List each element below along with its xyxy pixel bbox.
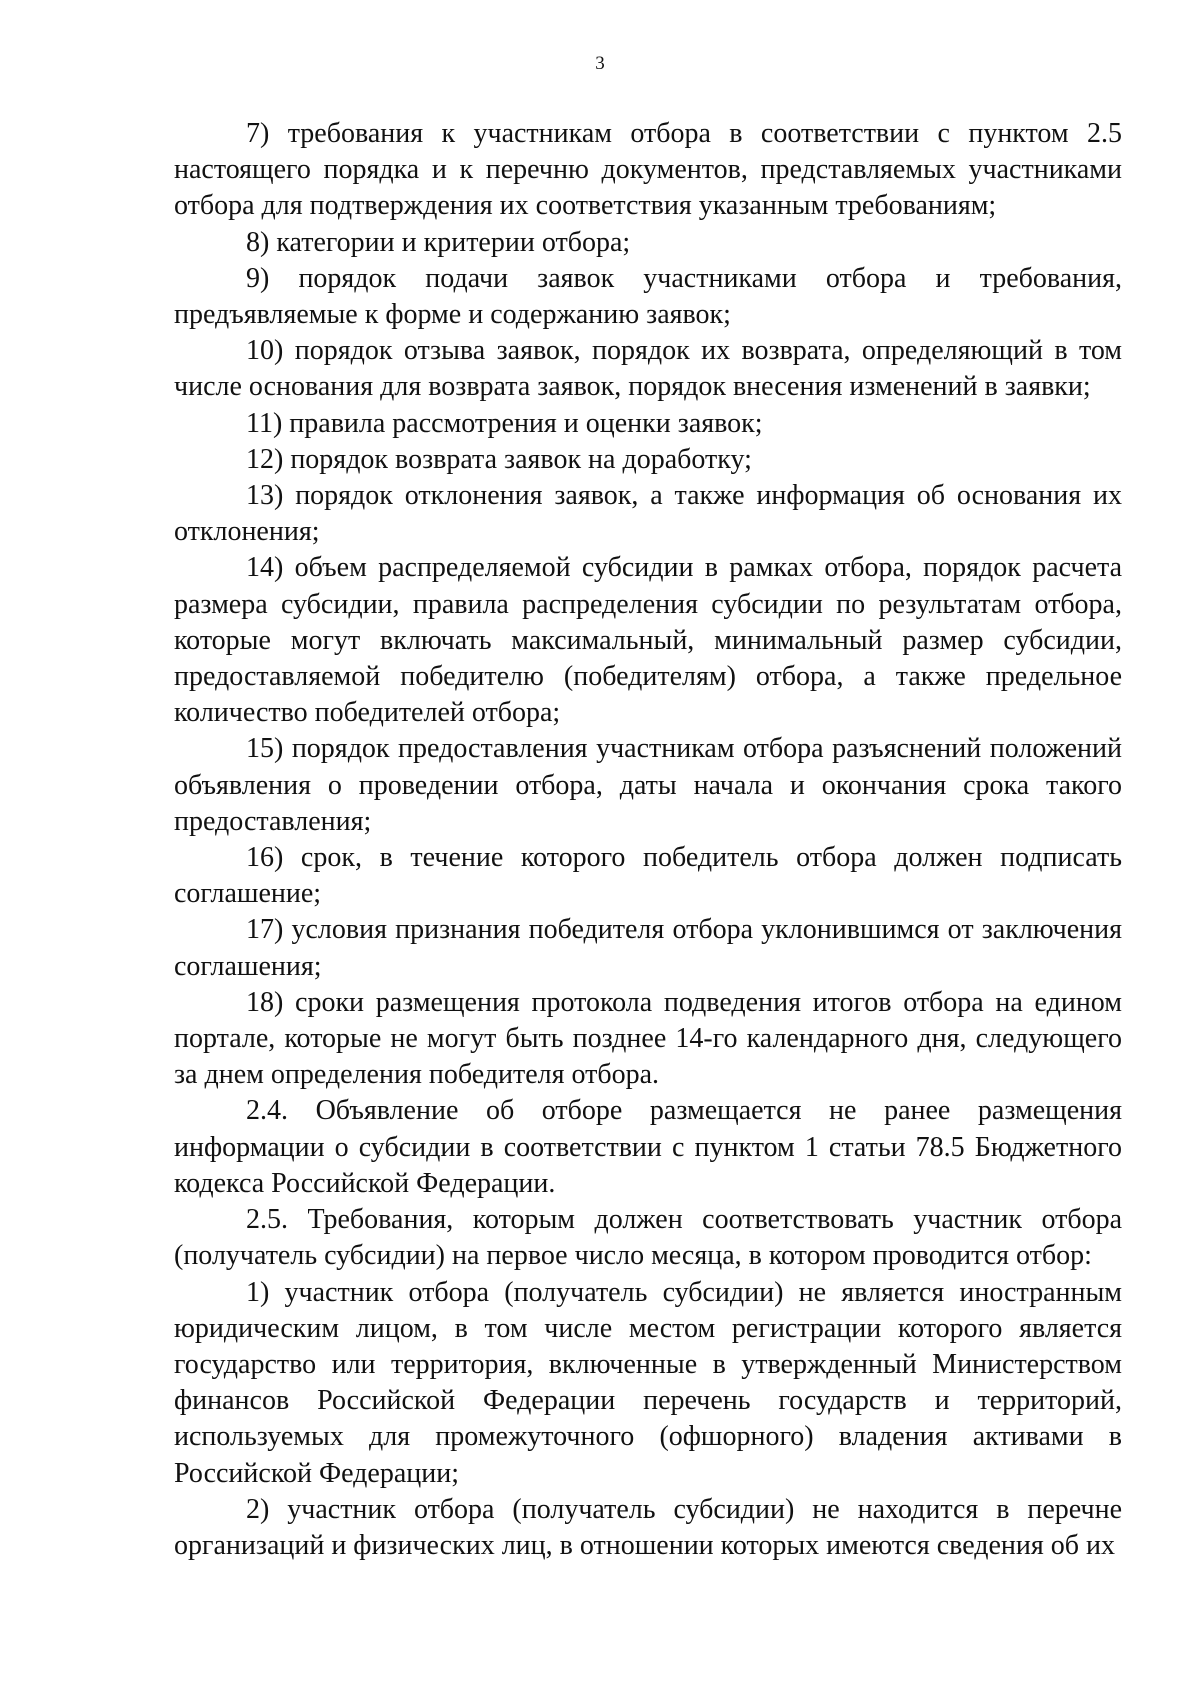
paragraph-item-17: 17) условия признания победителя отбора уклонившимся от заключения соглашения; [174,914,1122,982]
paragraph-item-8: 8) категории и критерии отбора; [246,226,631,258]
paragraph-item-13: 13) порядок отклонения заявок, а также информация об основания их отклонения; [174,480,1122,548]
requirement-item-1: 1) участник отбора (получатель субсидии) не является иностранным юридическим лицом, в том числе местом регистрации которого является государство или территория, включенные в утвержденный Министерством финансов Российской Федерации перечень государств и территорий, используемых для промежуточного (офшорного) владения активами в Российской Федерации; [174,1276,1122,1489]
paragraph-item-9: 9) порядок подачи заявок участниками отбора и требования, предъявляемые к форме и содержанию заявок; [174,262,1122,331]
section-2-5: 2.5. Требования, которым должен соответствовать участник отбора (получатель субсидии) на первое число месяца, в котором проводится отбор: [174,1204,1122,1272]
paragraph-item-14: 14) объем распределяемой субсидии в рамках отбора, порядок расчета размера субсидии, правила распределения субсидии по результатам отбора, которые могут включать максимальный, минимальный размер субсидии, предоставляемой победителю (победителям) отбора, а также предельное количество победителей отбора; [174,552,1122,729]
paragraph-item-11: 11) правила рассмотрения и оценки заявок; [246,407,763,439]
page-number: 3 [595,53,605,74]
paragraph-item-10: 10) порядок отзыва заявок, порядок их возврата, определяющий в том числе основания для возврата заявок, порядок внесения изменений в заявки; [174,335,1122,403]
section-2-4: 2.4. Объявление об отборе размещается не ранее размещения информации о субсидии в соответствии с пунктом 1 статьи 78.5 Бюджетного кодекса Российской Федерации. [174,1095,1122,1199]
requirement-item-2: 2) участник отбора (получатель субсидии) не находится в перечне организаций и физических лиц, в отношении которых имеются сведения об их [174,1493,1122,1561]
paragraph-item-7: 7) требования к участникам отбора в соответствии с пунктом 2.5 настоящего порядка и к перечню документов, представляемых участниками отбора для подтверждения их соответствия указанным требованиям; [174,118,1122,222]
document-body [174,116,1122,1564]
paragraph-item-15: 15) порядок предоставления участникам отбора разъяснений положений объявления о проведении отбора, даты начала и окончания срока такого предоставления; [174,733,1122,837]
paragraph-item-12: 12) порядок возврата заявок на доработку; [246,443,752,475]
paragraph-item-18: 18) сроки размещения протокола подведения итогов отбора на едином портале, которые не могут быть позднее 14-го календарного дня, следующего за днем определения победителя отбора. [174,986,1122,1091]
paragraph-item-16: 16) срок, в течение которого победитель отбора должен подписать соглашение; [174,842,1122,910]
